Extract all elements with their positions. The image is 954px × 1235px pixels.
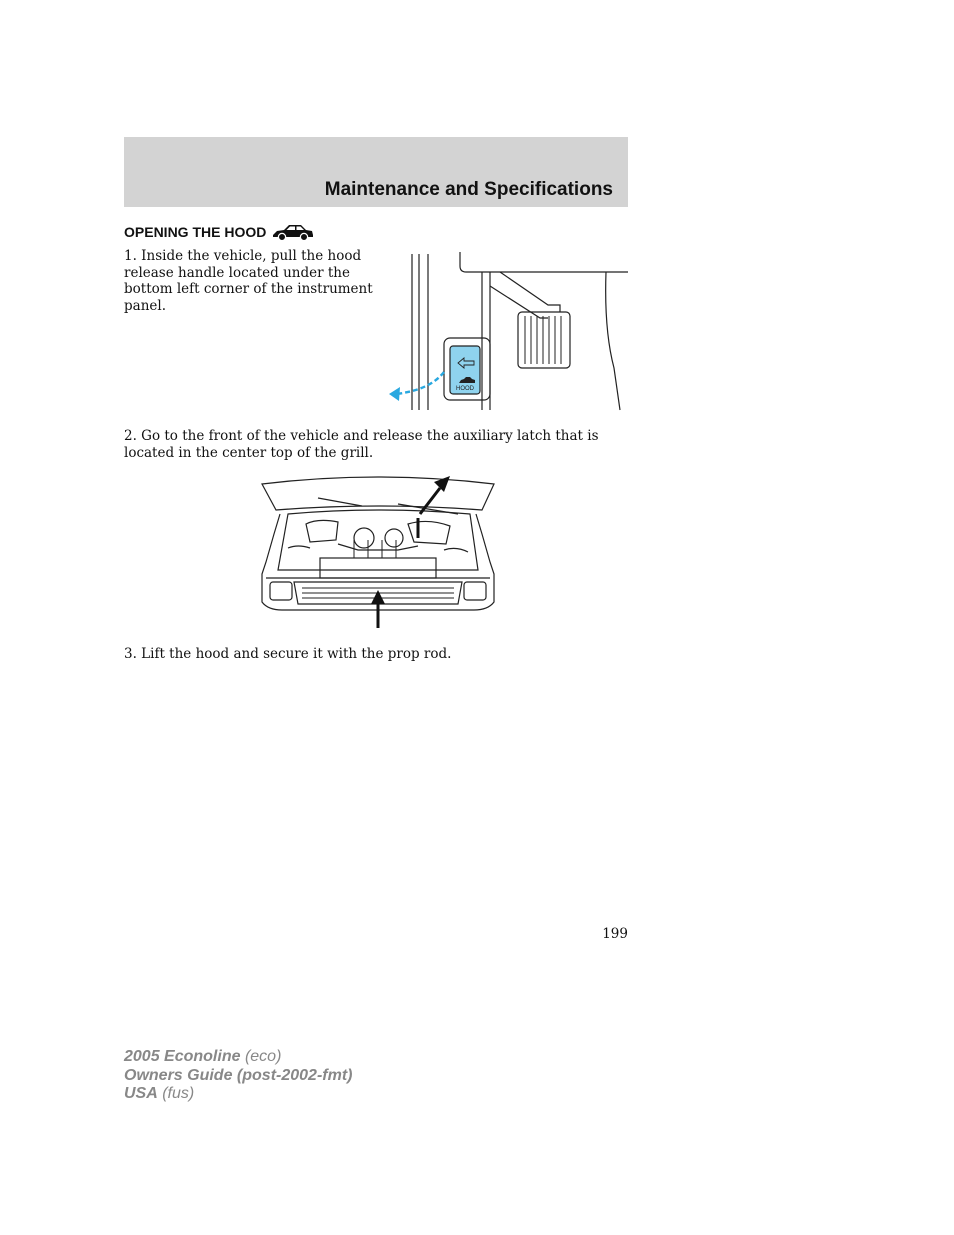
step-1-text: 1. Inside the vehicle, pull the hood release handle located under the bottom left corner of the instrument panel. (124, 248, 373, 314)
section-heading-text: OPENING THE HOOD (124, 224, 267, 240)
page-number: 199 (602, 926, 628, 942)
step-2-text: 2. Go to the front of the vehicle and release the auxiliary latch that is located in the center top of the grill. (124, 428, 599, 461)
document-footer (124, 1048, 352, 1104)
footer-line-3: USA (fus) (124, 1085, 195, 1102)
footer-line-2: Owners Guide (post-2002-fmt) (124, 1066, 353, 1084)
car-icon (271, 222, 315, 242)
hood-release-illustration (388, 250, 628, 412)
section-heading (124, 222, 315, 242)
header-title: Maintenance and Specifications (324, 179, 613, 200)
footer-line-1: 2005 Econoline (eco) (124, 1048, 282, 1065)
section-header-band (124, 137, 628, 207)
hood-handle-label: HOOD (456, 386, 474, 392)
step-3-text: 3. Lift the hood and secure it with the prop rod. (124, 646, 452, 662)
vehicle-front-illustration (258, 474, 498, 630)
